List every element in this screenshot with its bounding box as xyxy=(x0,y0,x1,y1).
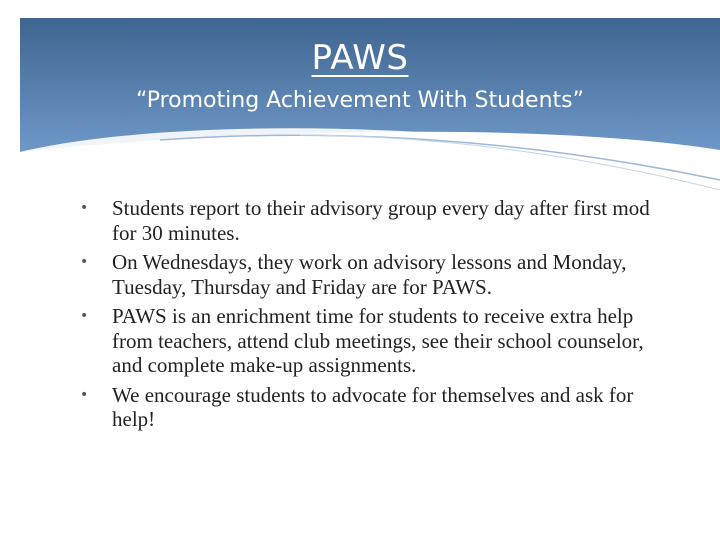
bullet-item xyxy=(80,196,660,245)
slide-subtitle: “Promoting Achievement With Students” xyxy=(136,88,584,113)
bullet-text: Students report to their advisory group every day after first mod for 30 minutes. xyxy=(112,196,650,245)
bullet-item xyxy=(80,383,660,432)
slide-title-text: PAWS xyxy=(311,38,409,78)
bullet-text: PAWS is an enrichment time for students to receive extra help from teachers, attend club meetings, see their school counselor, and complete make-up assignments. xyxy=(112,304,644,377)
bullet-text: On Wednesdays, they work on advisory lessons and Monday, Tuesday, Thursday and Friday are for PAWS. xyxy=(112,250,627,299)
bullet-list xyxy=(80,196,660,437)
header-curve-shape xyxy=(20,128,720,200)
bullet-dot-icon: • xyxy=(80,254,89,270)
slide-title xyxy=(0,38,720,78)
bullet-item xyxy=(80,304,660,378)
bullet-dot-icon: • xyxy=(80,308,89,324)
bullet-dot-icon: • xyxy=(80,386,89,403)
bullet-item xyxy=(80,250,660,299)
bullet-text: We encourage students to advocate for themselves and ask for help! xyxy=(112,382,634,431)
bullet-dot-icon: • xyxy=(80,200,89,216)
